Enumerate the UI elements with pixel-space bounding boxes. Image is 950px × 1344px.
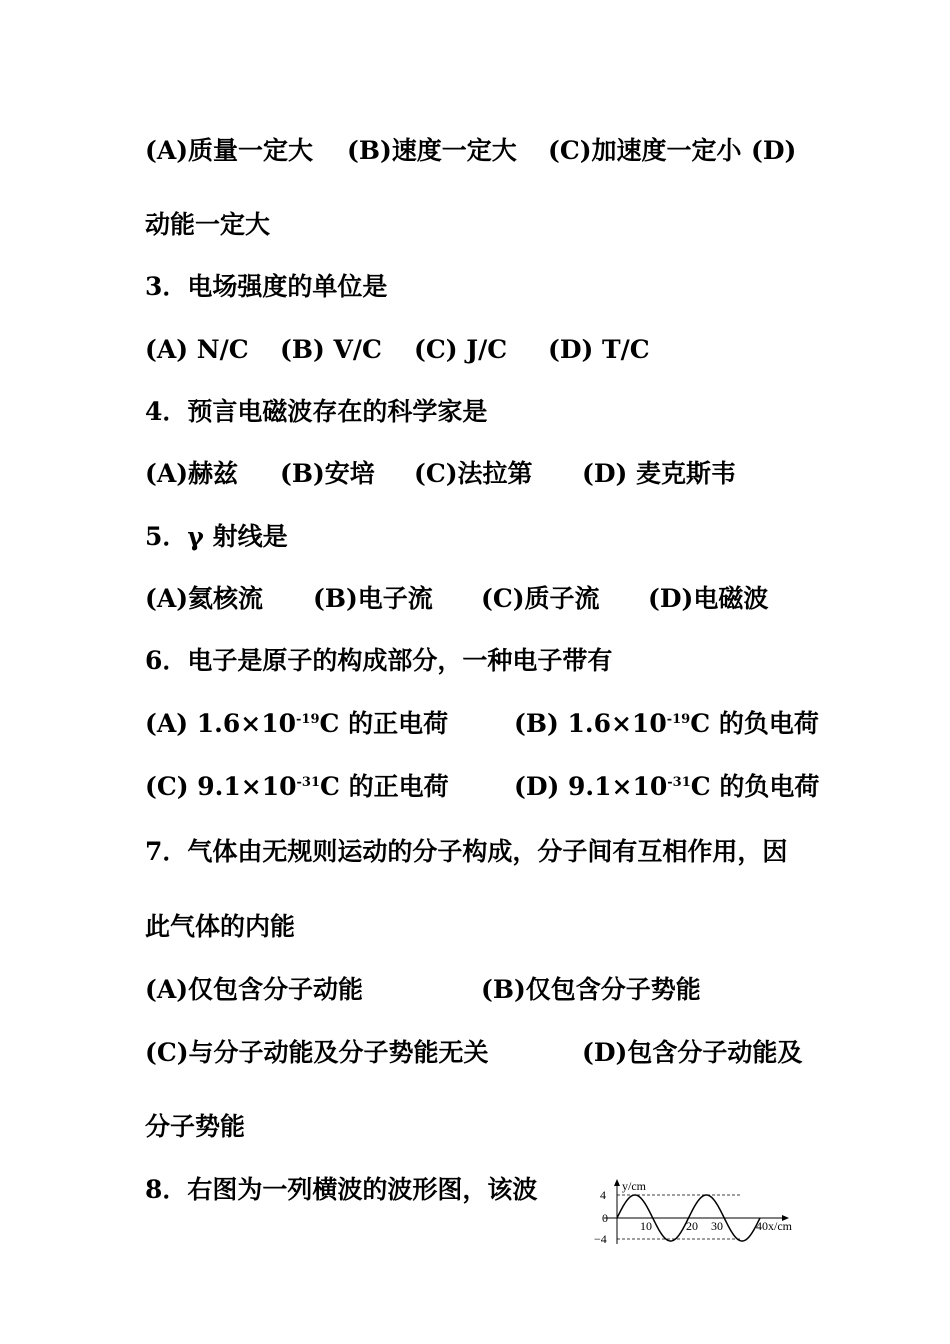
- x-tick-40: 40: [756, 1219, 768, 1233]
- q7-stem-line1: 7．气体由无规则运动的分子构成，分子间有互相作用，因: [145, 837, 788, 866]
- q3-option-c: (C) J/C: [414, 335, 508, 364]
- q7-option-d: (D)包含分子动能及: [582, 1038, 803, 1067]
- q6-option-d: (D) $9.1\times 10^{-31}C$ 的负电荷: [514, 772, 820, 801]
- q3-stem: 3．电场强度的单位是: [145, 272, 388, 301]
- x-axis-label: x/cm: [768, 1219, 792, 1233]
- q6-option-b: (B) $1.6\times 10^{-19}C$ 的负电荷: [514, 709, 819, 738]
- q2-option-d-continuation: 动能一定大: [145, 210, 271, 239]
- q5-option-a: (A)氦核流: [145, 584, 264, 613]
- q2-option-d: (D): [751, 136, 797, 165]
- q7-stem-line2: 此气体的内能: [145, 912, 296, 941]
- q4-option-c: (C)法拉第: [414, 459, 533, 488]
- q4-option-a: (A)赫兹: [145, 459, 239, 488]
- q5-stem: 5．γ 射线是: [145, 522, 288, 551]
- y-axis-arrow: [614, 1179, 620, 1186]
- q6-option-a: (A) $1.6\times 10^{-19}C$ 的正电荷: [145, 709, 449, 738]
- y-tick-minus4: −4: [594, 1232, 607, 1246]
- q6-stem: 6．电子是原子的构成部分，一种电子带有: [145, 646, 613, 675]
- q3-option-b: (B) V/C: [280, 335, 382, 364]
- q5-option-d: (D)电磁波: [648, 584, 769, 613]
- q5-option-c: (C)质子流: [481, 584, 600, 613]
- q4-stem: 4．预言电磁波存在的科学家是: [145, 397, 488, 426]
- q4-option-d: (D) 麦克斯韦: [582, 459, 737, 488]
- q3-option-d: (D) T/C: [548, 335, 650, 364]
- q5-option-b: (B)电子流: [313, 584, 433, 613]
- y-tick-4: 4: [600, 1188, 606, 1202]
- q2-option-c: (C)加速度一定小: [548, 136, 742, 165]
- q2-option-b: (B)速度一定大: [347, 136, 517, 165]
- waveform-figure: [590, 1178, 805, 1248]
- x-tick-10: 10: [640, 1219, 652, 1233]
- q7-option-c: (C)与分子动能及分子势能无关: [145, 1038, 489, 1067]
- q2-option-a: (A)质量一定大: [145, 136, 314, 165]
- y-axis-label: y/cm: [622, 1179, 646, 1193]
- q7-option-a: (A)仅包含分子动能: [145, 975, 364, 1004]
- q3-option-a: (A) N/C: [145, 335, 249, 364]
- x-tick-30: 30: [711, 1219, 723, 1233]
- q8-stem: 8．右图为一列横波的波形图，该波: [145, 1175, 538, 1204]
- q7-option-b: (B)仅包含分子势能: [481, 975, 701, 1004]
- q4-option-b: (B)安培: [280, 459, 375, 488]
- q6-option-c: (C) $9.1\times 10^{-31}C$ 的正电荷: [145, 772, 449, 801]
- y-tick-0: 0: [602, 1211, 608, 1225]
- q7-option-d-continuation: 分子势能: [145, 1112, 246, 1141]
- x-tick-20: 20: [686, 1219, 698, 1233]
